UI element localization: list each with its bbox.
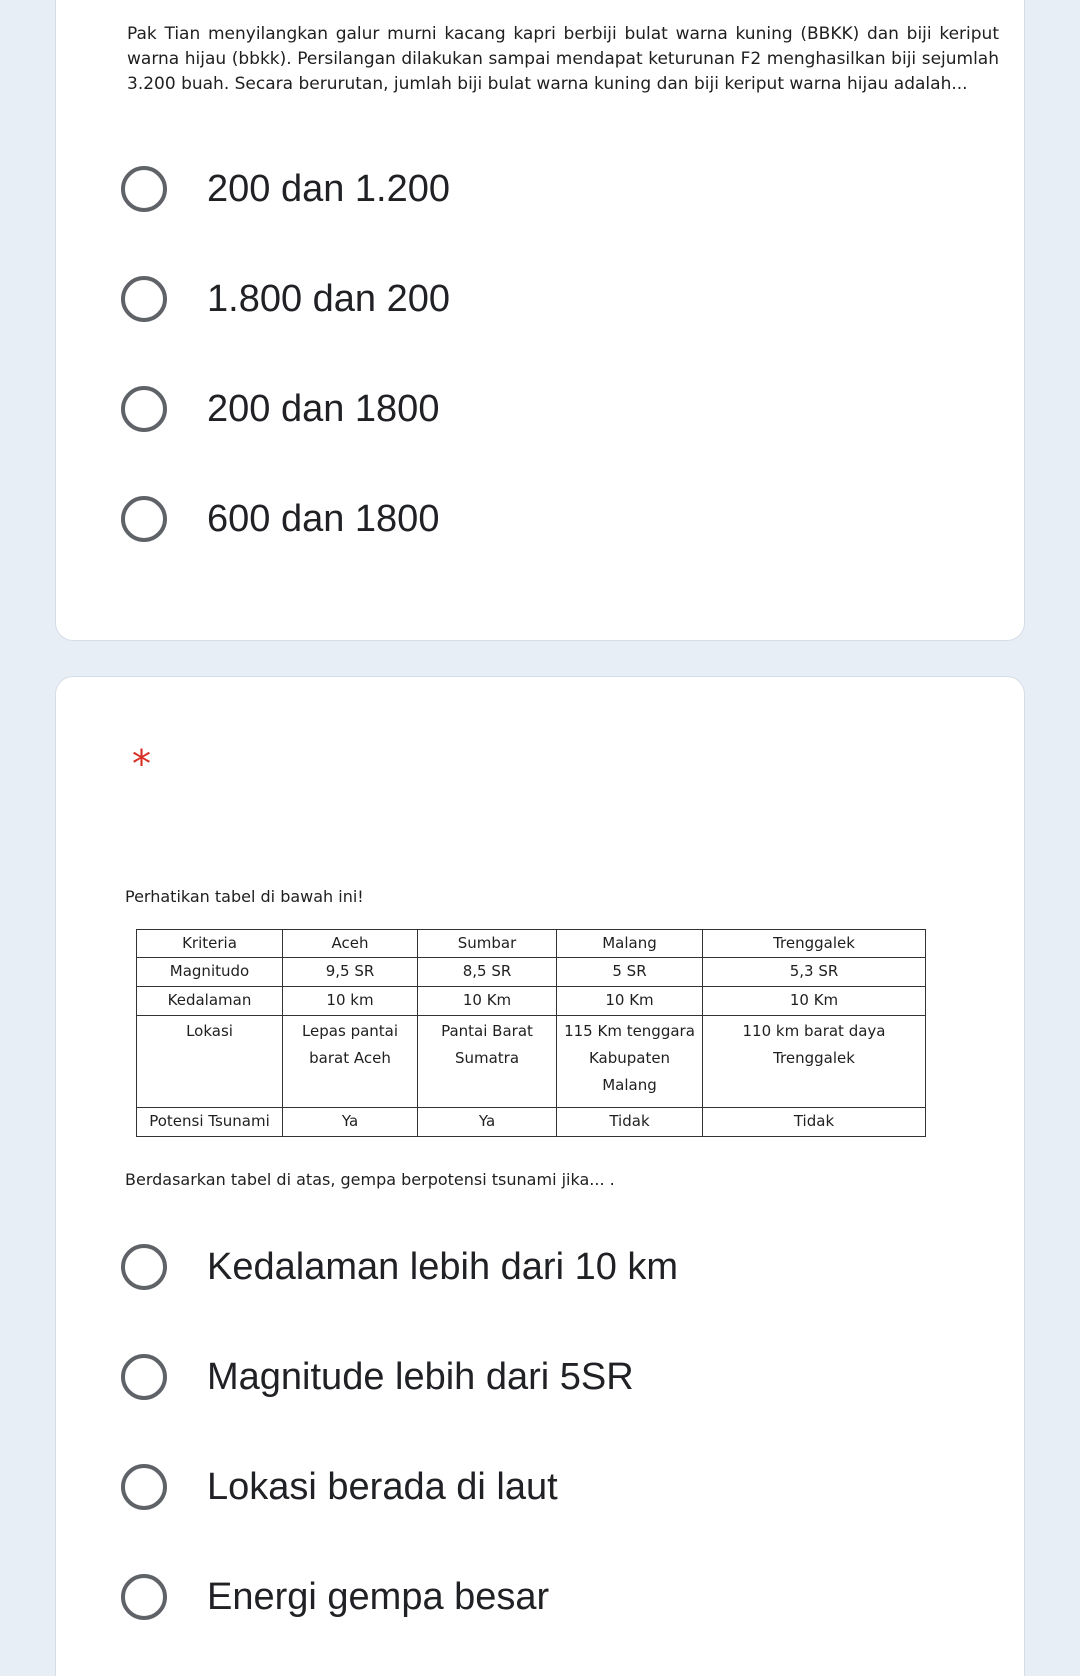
table-header: Trenggalek xyxy=(703,930,926,958)
option-label: Magnitude lebih dari 5SR xyxy=(207,1355,634,1398)
option-1[interactable] xyxy=(121,1235,678,1299)
radio-button[interactable] xyxy=(121,496,167,542)
table-cell: 10 Km xyxy=(557,987,703,1016)
radio-button[interactable] xyxy=(121,1464,167,1510)
option-label: 1.800 dan 200 xyxy=(207,277,451,320)
table-cell: 10 Km xyxy=(418,987,557,1016)
question-prompt: Berdasarkan tabel di atas, gempa berpotensi tsunami jika... . xyxy=(125,1170,615,1189)
radio-button[interactable] xyxy=(121,276,167,322)
table-cell: 5 SR xyxy=(557,958,703,987)
option-2[interactable] xyxy=(121,1345,634,1409)
question-intro: Perhatikan tabel di bawah ini! xyxy=(125,887,364,906)
option-label: 200 dan 1800 xyxy=(207,387,440,430)
option-3[interactable] xyxy=(121,1455,558,1519)
option-3[interactable] xyxy=(121,377,439,441)
table-header: Kriteria xyxy=(137,930,283,958)
option-label: 600 dan 1800 xyxy=(207,497,440,540)
table-cell: Tidak xyxy=(557,1108,703,1137)
table-row xyxy=(137,958,926,987)
table-cell: Kedalaman xyxy=(137,987,283,1016)
table-row xyxy=(137,1108,926,1137)
option-label: Kedalaman lebih dari 10 km xyxy=(207,1245,679,1288)
radio-button[interactable] xyxy=(121,1354,167,1400)
table-cell: Lokasi xyxy=(137,1016,283,1108)
radio-button[interactable] xyxy=(121,386,167,432)
table-cell: Ya xyxy=(418,1108,557,1137)
table-cell: 110 km barat daya Trenggalek xyxy=(703,1016,926,1108)
question-card-1 xyxy=(55,0,1025,641)
option-4[interactable] xyxy=(121,487,439,551)
table-cell: Ya xyxy=(283,1108,418,1137)
table-header: Sumbar xyxy=(418,930,557,958)
radio-button[interactable] xyxy=(121,1574,167,1620)
table-cell: Potensi Tsunami xyxy=(137,1108,283,1137)
table-cell: Lepas pantai barat Aceh xyxy=(283,1016,418,1108)
table-row xyxy=(137,1016,926,1108)
table-cell: Magnitudo xyxy=(137,958,283,987)
option-label: 200 dan 1.200 xyxy=(207,167,451,210)
table-cell: 8,5 SR xyxy=(418,958,557,987)
table-header: Aceh xyxy=(283,930,418,958)
radio-button[interactable] xyxy=(121,1244,167,1290)
table-header: Malang xyxy=(557,930,703,958)
option-label: Lokasi berada di laut xyxy=(207,1465,558,1508)
question-text: Pak Tian menyilangkan galur murni kacang kapri berbiji bulat warna kuning (BBKK) dan biji keriput warna hijau (bbkk). Persilangan dilakukan sampai mendapat keturunan F2 menghasilkan biji sejumlah 3.200 buah. Secara berurutan, jumlah biji bulat warna kuning dan biji keriput warna hijau adalah... xyxy=(127,24,999,94)
table-cell: 115 Km tenggara Kabupaten Malang xyxy=(557,1016,703,1108)
table-cell: Tidak xyxy=(703,1108,926,1137)
table-cell: 9,5 SR xyxy=(283,958,418,987)
option-label: Energi gempa besar xyxy=(207,1575,550,1618)
table-cell: Pantai Barat Sumatra xyxy=(418,1016,557,1108)
question-card-2 xyxy=(55,676,1025,1676)
option-1[interactable] xyxy=(121,157,450,221)
table-row xyxy=(137,987,926,1016)
radio-button[interactable] xyxy=(121,166,167,212)
earthquake-table xyxy=(136,929,926,1137)
table-cell: 10 Km xyxy=(703,987,926,1016)
table-cell: 5,3 SR xyxy=(703,958,926,987)
option-4[interactable] xyxy=(121,1565,549,1629)
table-cell: 10 km xyxy=(283,987,418,1016)
option-2[interactable] xyxy=(121,267,450,331)
required-asterisk: * xyxy=(132,742,151,786)
